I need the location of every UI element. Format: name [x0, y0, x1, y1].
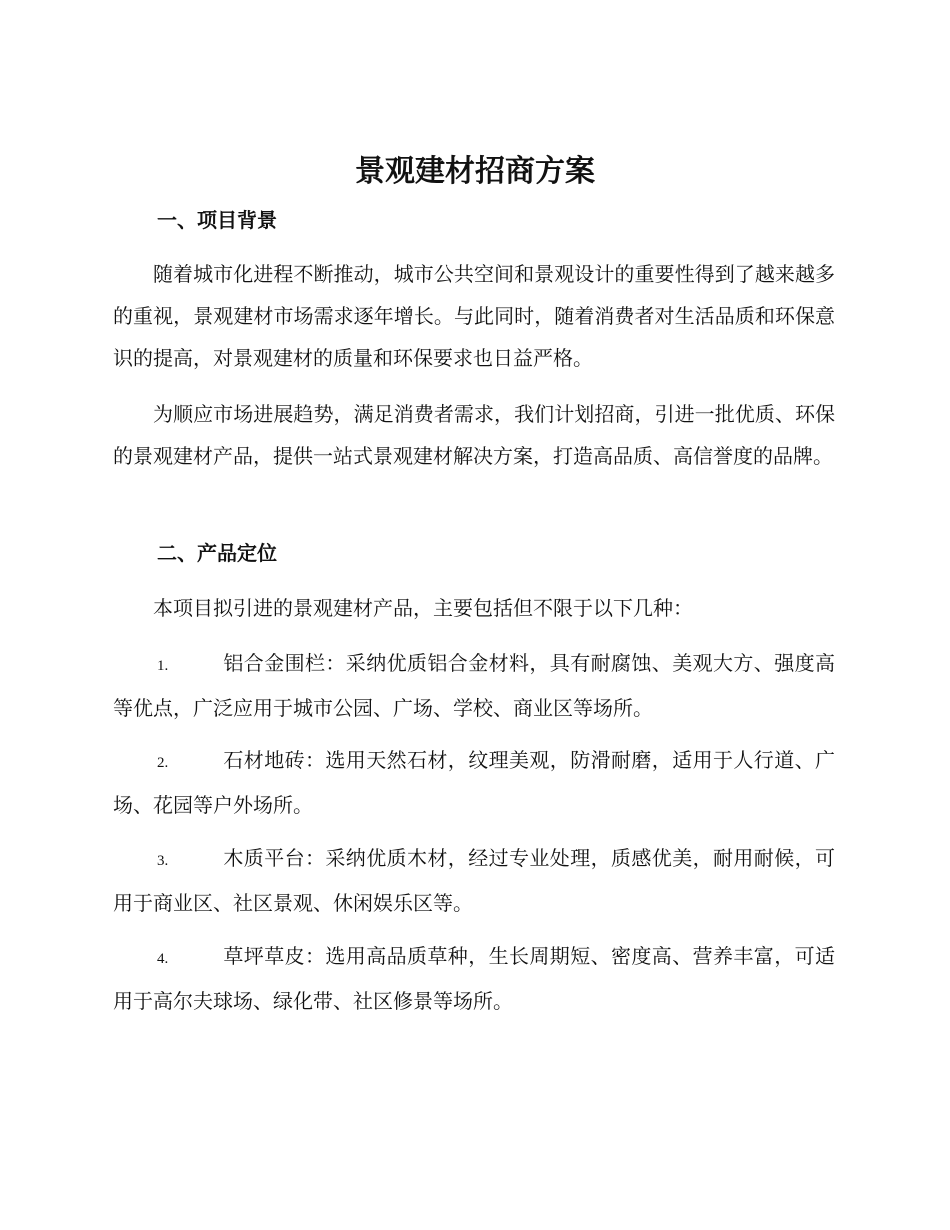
list-item: [113, 642, 835, 729]
document-title: 景观建材招商方案: [355, 154, 595, 189]
list-item-text: 铝合金围栏：采纳优质铝合金材料，具有耐腐蚀、美观大方、强度高等优点，广泛应用于城市公园、广场、学校、商业区等场所。: [113, 651, 835, 720]
list-item-number: 2.: [157, 755, 169, 771]
list-item: [113, 739, 835, 826]
list-item-text: 木质平台：采纳优质木材，经过专业处理，质感优美，耐用耐候，可用于商业区、社区景观、休闲娱乐区等。: [113, 846, 835, 915]
section-heading-positioning: 二、产品定位: [157, 541, 277, 565]
list-item: [113, 935, 835, 1022]
background-paragraph-2: 为顺应市场进展趋势，满足消费者需求，我们计划招商，引进一批优质、环保的景观建材产品，提供一站式景观建材解决方案，打造高品质、高信誉度的品牌。: [113, 402, 835, 468]
list-item-text: 草坪草皮：选用高品质草种，生长周期短、密度高、营养丰富，可适用于高尔夫球场、绿化带、社区修景等场所。: [113, 944, 835, 1013]
list-item-number: 3.: [157, 853, 169, 869]
list-item: [113, 837, 835, 924]
positioning-intro: 本项目拟引进的景观建材产品，主要包括但不限于以下几种：: [153, 596, 693, 620]
background-paragraph-1: 随着城市化进程不断推动，城市公共空间和景观设计的重要性得到了越来越多的重视，景观建材市场需求逐年增长。与此同时，随着消费者对生活品质和环保意识的提高，对景观建材的质量和环保要求也日益严格。: [113, 262, 835, 370]
list-item-number: 1.: [157, 658, 169, 674]
list-item-text: 石材地砖：选用天然石材，纹理美观，防滑耐磨，适用于人行道、广场、花园等户外场所。: [113, 748, 835, 817]
list-item-number: 4.: [157, 951, 169, 967]
section-heading-background: 一、项目背景: [157, 208, 277, 232]
